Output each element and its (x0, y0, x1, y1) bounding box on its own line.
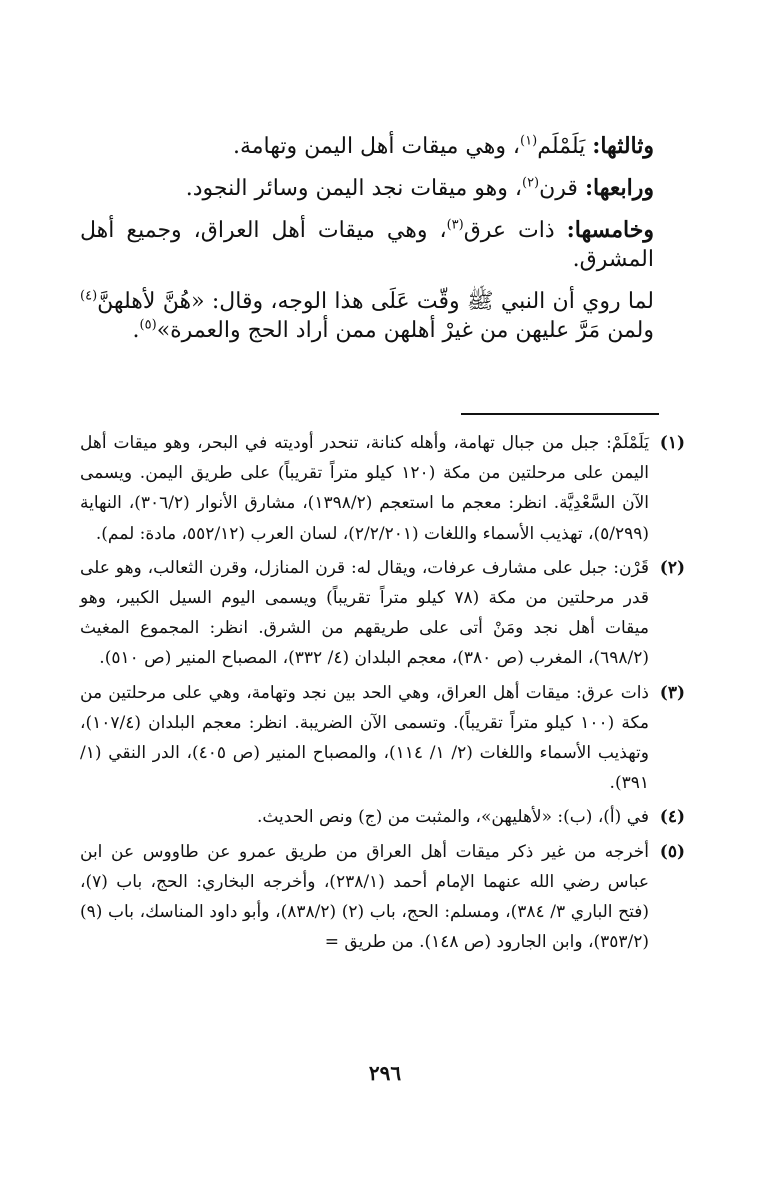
miqat-name: ذات عرق (463, 218, 567, 243)
footnote-item (80, 553, 685, 674)
main-text (80, 132, 680, 358)
footnote-number: (٤) (659, 807, 685, 828)
footnote-text: أخرجه من غير ذكر ميقات أهل العراق من طريق عمرو عن طاووس عن ابن عباس رضي الله عنهما الإمام أحمد (٢٣٨/١)، وأخرجه البخاري: الحج، باب (٧)، (فتح الباري ٣/ ٣٨٤)، ومسلم: الحج، باب (٢) (٨٣٨/٢)، وأبو داود المناسك، باب (٩) (٣٥٣/٢)، وابن الجارود (ص ١٤٨). من طريق = (80, 841, 649, 953)
footnote-number: (٥) (659, 841, 685, 862)
footnote-item (80, 428, 685, 549)
miqat-name: يَلَمْلَم (537, 134, 593, 159)
paragraph-text: ، وهو ميقات نجد اليمن وسائر النجود. (185, 176, 522, 201)
paragraph-fourth-miqat (80, 174, 680, 203)
footnote-item (80, 678, 685, 799)
footnote-ref: (٥) (139, 317, 157, 333)
paragraph-text: . (132, 318, 140, 343)
paragraph-text: ، وهي ميقات أهل اليمن وتهامة. (232, 134, 521, 159)
paragraph-text: ، وهي ميقات أهل العراق، وجميع أهل المشرق. (80, 218, 654, 272)
footnotes (80, 428, 685, 961)
paragraph-hadith (80, 287, 680, 345)
paragraph-third-miqat (80, 132, 680, 161)
paragraph-text: لما روي أن النبي ﷺ وقّت عَلَى هذا الوجه، وقال: «هُنَّ لأهلهنَّ (97, 289, 654, 314)
page-number: ٢٩٦ (368, 1061, 402, 1085)
footnote-text: في (أ)، (ب): «لأهليهن»، والمثبت من (ج) ونص الحديث. (256, 807, 649, 828)
footnote-text: ذات عرق: ميقات أهل العراق، وهي الحد بين نجد وتهامة، وهي على مرحلتين من مكة (١٠٠ كيلو متراً تقريباً). وتسمى الآن الضريبة. انظر: معجم البلدان (١٠٧/٤)، وتهذيب الأسماء واللغات (٢/ ١/ ١١٤)، والمصباح المنير (ص ٤٠٥)، الدر النقي (١/ ٣٩١). (80, 682, 649, 794)
paragraph-text: ولمن مَرَّ عليهن من غيرْ أهلهن ممن أراد الحج والعمرة» (156, 318, 654, 343)
paragraph-lead: وثالثها: (592, 133, 654, 159)
footnote-item (80, 802, 685, 832)
paragraph-lead: ورابعها: (584, 175, 654, 201)
footnote-number: (٣) (659, 682, 685, 703)
footnote-number: (١) (659, 433, 685, 453)
footnote-ref: (٣) (446, 217, 464, 233)
footnote-text: قَرْن: جبل على مشارف عرفات، ويقال له: قرن المنازل، وقرن الثعالب، وهو على قدر مرحلتين من مكة (٧٨ كيلو متراً تقريباً) ويسمى اليوم السيل الكبير، وهو ميقات أهل نجد ومَنْ أتى على طريقهم من الشرق. انظر: المجموع المغيث (٦٩٨/٢)، المغرب (ص ٣٨٠)، معجم البلدان (٤/ ٣٣٢)، المصباح المنير (ص ٥١٠). (80, 557, 649, 669)
footnote-ref: (١) (520, 133, 538, 149)
paragraph-lead: وخامسها: (566, 217, 654, 243)
footnote-text: يَلَمْلَمْ: جبل من جبال تهامة، وأهله كنانة، تنحدر أوديته في البحر، وهو ميقات أهل اليمن على مرحلتين من مكة (١٢٠ كيلو متراً تقريباً) على طريق اليمن. ويسمى الآن السَّعْدِيَّة. انظر: معجم ما استعجم (١٣٩٨/٢)، مشارق الأنوار (٣٠٦/٢)، النهاية (٥/٢٩٩)، تهذيب الأسماء واللغات (٢/٢/٢٠١)، لسان العرب (٥٥٢/١٢، مادة: لمم). (80, 433, 649, 544)
footnote-ref: (٢) (521, 175, 540, 191)
footnote-item (80, 837, 685, 958)
miqat-name: قرن (539, 176, 585, 201)
footnote-divider (461, 413, 659, 415)
paragraph-fifth-miqat (80, 216, 680, 274)
footnote-number: (٢) (659, 557, 685, 578)
footnote-ref: (٤) (80, 288, 98, 304)
